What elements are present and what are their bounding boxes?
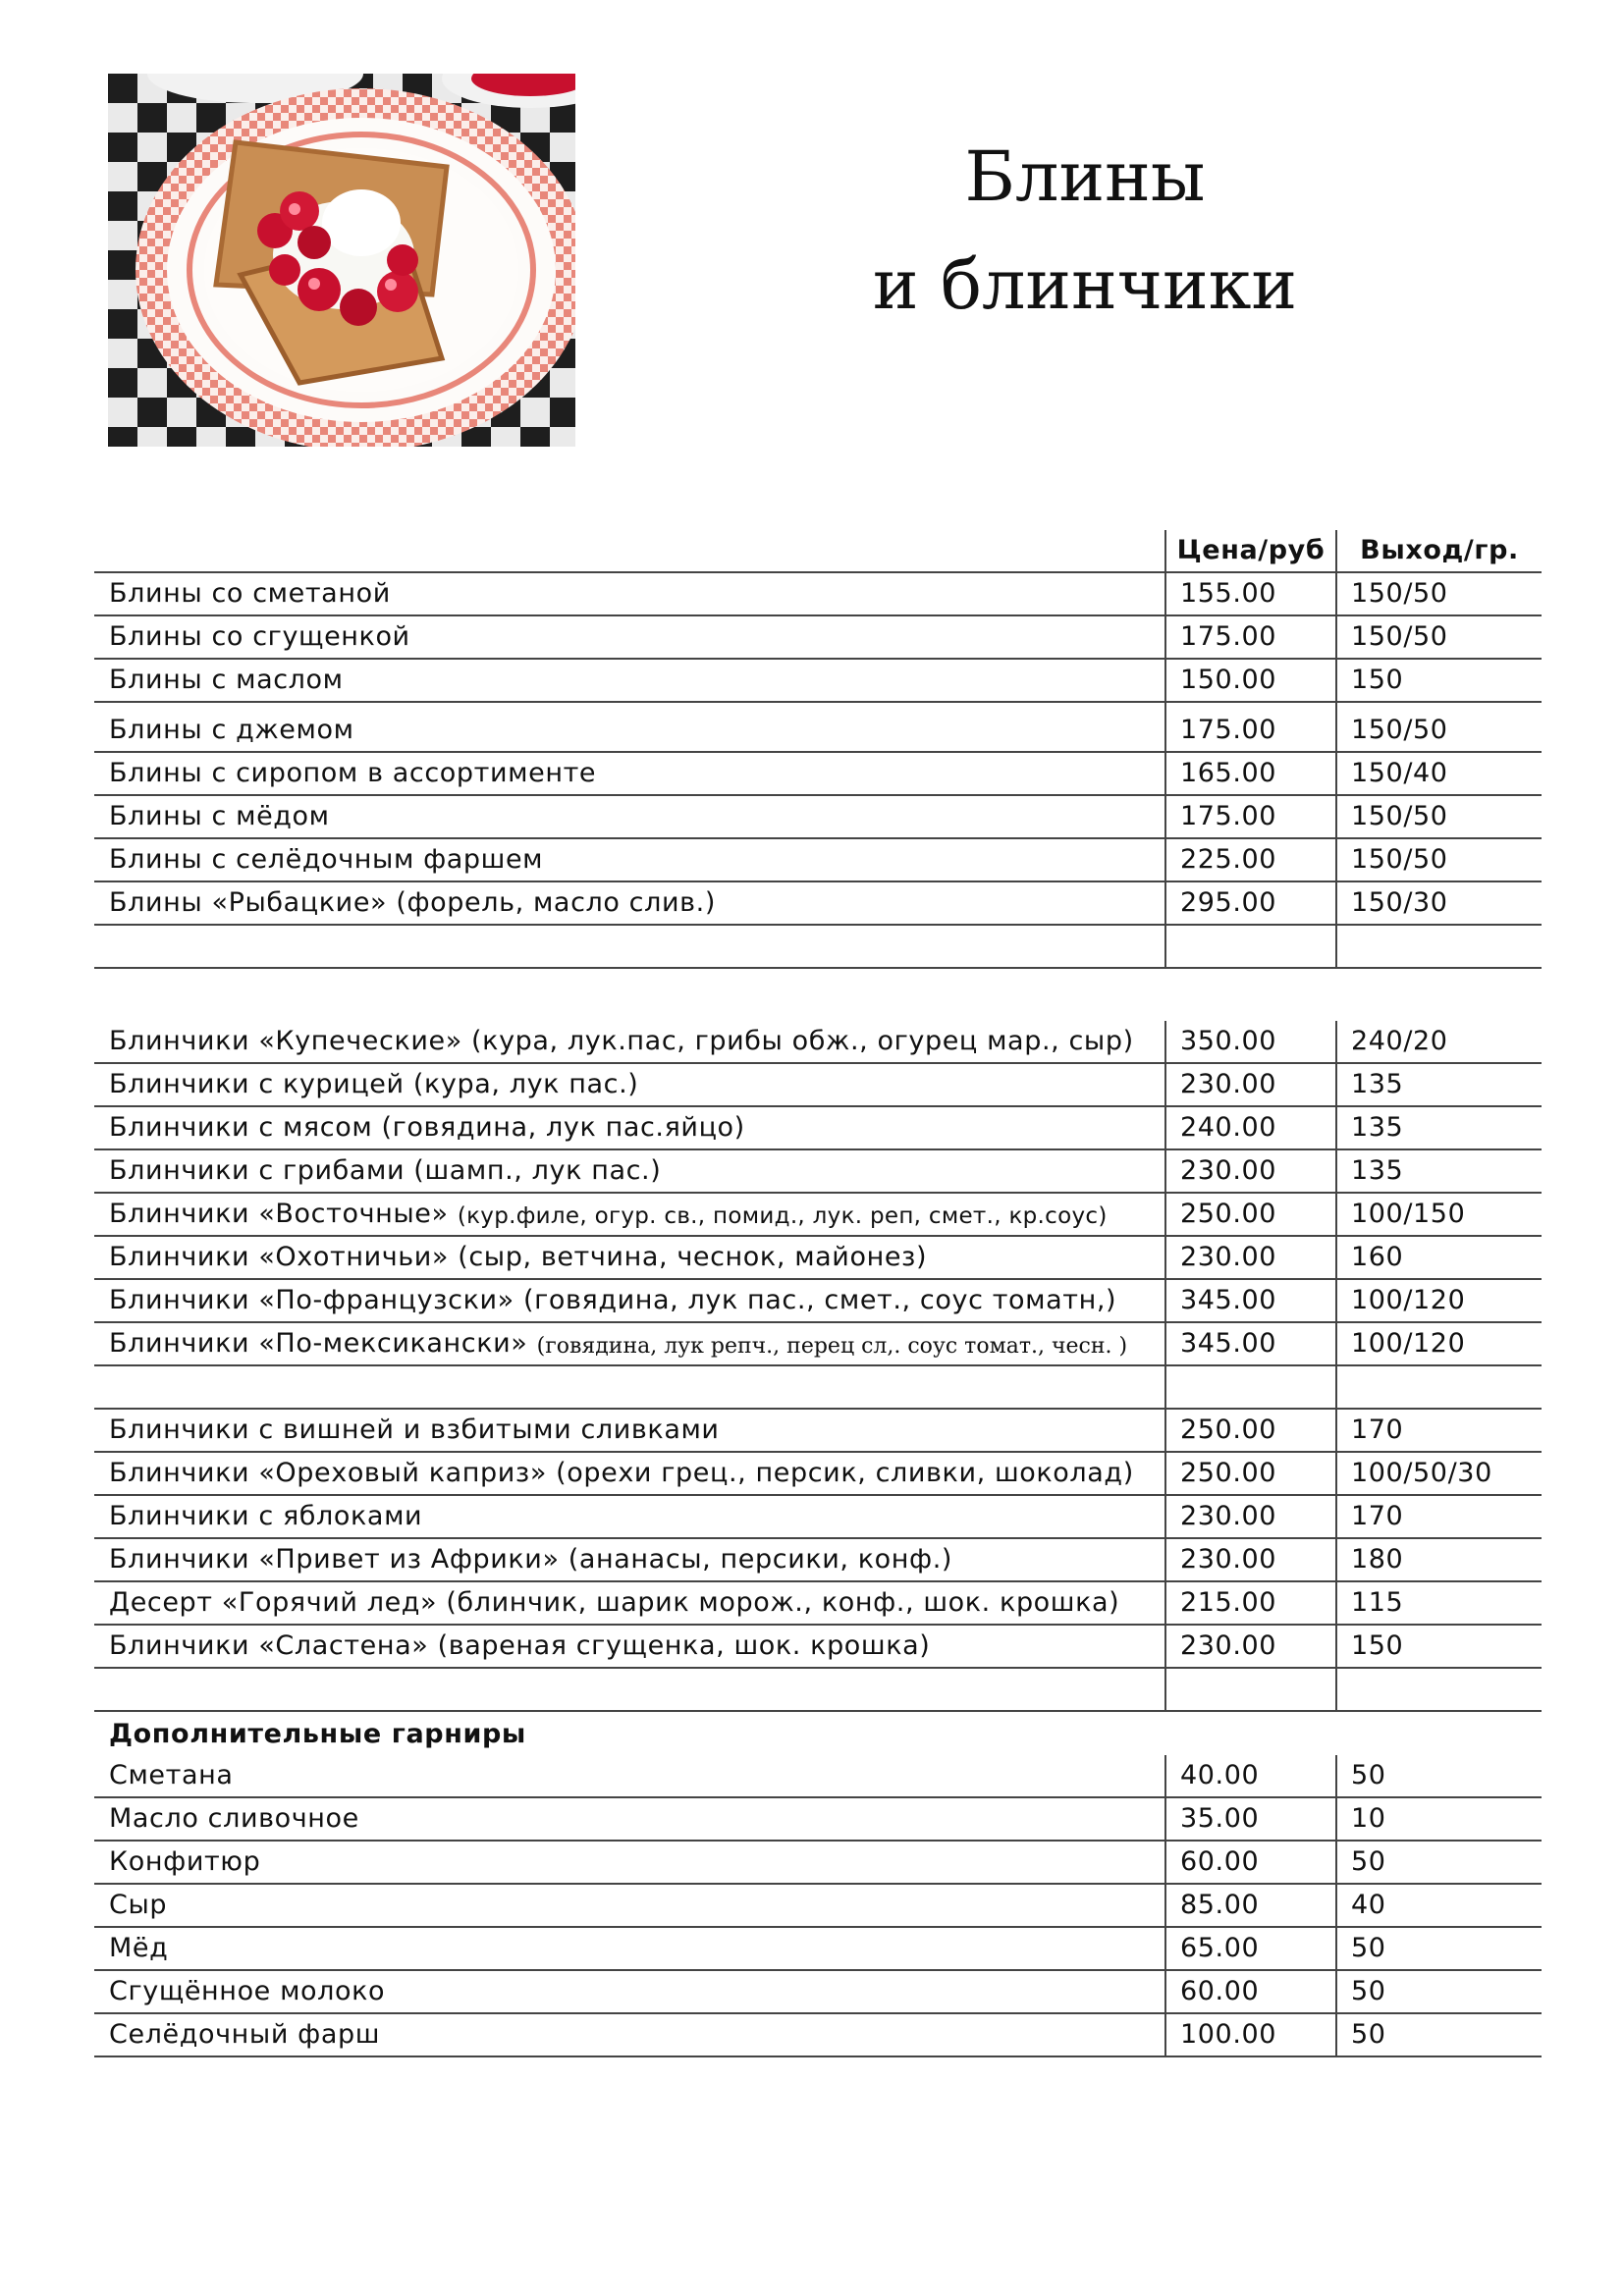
menu-row — [94, 1539, 1542, 1582]
item-weight: 150/50 — [1335, 703, 1542, 751]
empty-row — [94, 926, 1542, 969]
item-price: 155.00 — [1164, 573, 1335, 614]
item-weight: 150/40 — [1335, 753, 1542, 794]
menu-row — [94, 1194, 1542, 1237]
menu-row — [94, 703, 1542, 753]
item-price: 295.00 — [1164, 882, 1335, 924]
item-note: (кур.филе, огур. св., помид., лук. реп, смет., кр.соус) — [457, 1203, 1108, 1229]
item-name: Блинчики «Восточные» — [109, 1199, 449, 1229]
item-name: Блины «Рыбацкие» (форель, масло слив.) — [109, 887, 716, 918]
extras-title: Дополнительные гарниры — [109, 1719, 526, 1749]
item-weight: 50 — [1335, 1755, 1542, 1796]
item-weight: 40 — [1335, 1885, 1542, 1926]
empty-cell — [1164, 926, 1335, 967]
item-name: Блинчики с курицей (кура, лук пас.) — [109, 1069, 639, 1099]
item-price: 350.00 — [1164, 1021, 1335, 1062]
item-name: Блины с мёдом — [109, 801, 330, 831]
item-price: 100.00 — [1164, 2014, 1335, 2056]
title-line-1: Блины — [964, 136, 1206, 217]
item-weight: 170 — [1335, 1410, 1542, 1451]
item-price: 60.00 — [1164, 1842, 1335, 1883]
item-price: 230.00 — [1164, 1064, 1335, 1105]
item-name: Масло сливочное — [109, 1803, 359, 1834]
item-weight: 160 — [1335, 1237, 1542, 1278]
item-name: Блины с джемом — [109, 715, 354, 745]
item-name: Блинчики с мясом (говядина, лук пас.яйцо) — [109, 1112, 745, 1143]
item-price: 240.00 — [1164, 1107, 1335, 1148]
item-weight: 150/50 — [1335, 616, 1542, 658]
item-price: 175.00 — [1164, 703, 1335, 751]
empty-cell — [1335, 926, 1542, 967]
menu-row — [94, 1107, 1542, 1150]
item-name: Блины с селёдочным фаршем — [109, 844, 544, 875]
menu-row — [94, 1885, 1542, 1928]
item-weight: 170 — [1335, 1496, 1542, 1537]
dish-photo — [108, 74, 575, 447]
item-price: 230.00 — [1164, 1237, 1335, 1278]
menu-row — [94, 1150, 1542, 1194]
item-name-with-note — [109, 1323, 1160, 1364]
item-weight: 240/20 — [1335, 1021, 1542, 1062]
item-note: (говядина, лук репч., перец сл,. соус томат., чесн. ) — [536, 1334, 1128, 1359]
item-price: 65.00 — [1164, 1928, 1335, 1969]
menu-row — [94, 882, 1542, 926]
item-name-with-note — [109, 1194, 1160, 1235]
pancakes-illustration — [108, 74, 575, 447]
item-price: 230.00 — [1164, 1626, 1335, 1667]
item-weight: 50 — [1335, 2014, 1542, 2056]
item-name: Блины со сгущенкой — [109, 621, 410, 652]
menu-row — [94, 839, 1542, 882]
item-name: Блины со сметаной — [109, 578, 391, 609]
item-weight: 135 — [1335, 1064, 1542, 1105]
item-price: 40.00 — [1164, 1755, 1335, 1796]
item-weight: 150/50 — [1335, 796, 1542, 837]
item-price: 230.00 — [1164, 1496, 1335, 1537]
item-price: 250.00 — [1164, 1410, 1335, 1451]
item-price: 230.00 — [1164, 1150, 1335, 1192]
item-price: 250.00 — [1164, 1453, 1335, 1494]
item-price: 175.00 — [1164, 616, 1335, 658]
item-weight: 150 — [1335, 660, 1542, 701]
item-name: Селёдочный фарш — [109, 2019, 381, 2050]
item-price: 175.00 — [1164, 796, 1335, 837]
extras-heading-row — [94, 1712, 1542, 1755]
header-row — [94, 530, 1542, 573]
menu-row — [94, 1280, 1542, 1323]
item-weight: 150/50 — [1335, 573, 1542, 614]
item-weight: 100/120 — [1335, 1323, 1542, 1364]
item-name: Сгущённое молоко — [109, 1976, 386, 2006]
empty-row — [94, 1366, 1542, 1410]
item-price: 250.00 — [1164, 1194, 1335, 1235]
menu-row — [94, 1021, 1542, 1064]
menu-row — [94, 1842, 1542, 1885]
item-weight: 100/50/30 — [1335, 1453, 1542, 1494]
item-weight: 115 — [1335, 1582, 1542, 1624]
item-weight: 150/50 — [1335, 839, 1542, 881]
item-name: Блинчики «Ореховый каприз» (орехи грец., персик, сливки, шоколад) — [109, 1458, 1134, 1488]
item-weight: 100/150 — [1335, 1194, 1542, 1235]
menu-row — [94, 616, 1542, 660]
item-price: 345.00 — [1164, 1323, 1335, 1364]
section-pancakes — [94, 573, 1542, 969]
menu-row — [94, 2014, 1542, 2057]
menu-row — [94, 753, 1542, 796]
item-name: Блинчики «По-французски» (говядина, лук пас., смет., соус томатн,) — [109, 1285, 1117, 1315]
item-weight: 135 — [1335, 1107, 1542, 1148]
item-price: 230.00 — [1164, 1539, 1335, 1580]
item-name: Десерт «Горячий лед» (блинчик, шарик морож., конф., шок. крошка) — [109, 1587, 1120, 1618]
item-name: Конфитюр — [109, 1846, 261, 1877]
item-price: 165.00 — [1164, 753, 1335, 794]
item-weight: 50 — [1335, 1842, 1542, 1883]
item-weight: 100/120 — [1335, 1280, 1542, 1321]
menu-row — [94, 1496, 1542, 1539]
item-name: Блинчики с вишней и взбитыми сливками — [109, 1415, 720, 1445]
item-price: 150.00 — [1164, 660, 1335, 701]
empty-cell — [1335, 1366, 1542, 1408]
empty-cell — [1335, 1669, 1542, 1710]
menu-row — [94, 796, 1542, 839]
item-name: Мёд — [109, 1933, 169, 1963]
price-column-header: Цена/руб — [1164, 530, 1335, 571]
item-name: Сыр — [109, 1890, 168, 1920]
item-weight: 150/30 — [1335, 882, 1542, 924]
item-weight: 10 — [1335, 1798, 1542, 1840]
item-price: 345.00 — [1164, 1280, 1335, 1321]
item-name: Блинчики «Купеческие» (кура, лук.пас, грибы обж., огурец мар., сыр) — [109, 1026, 1134, 1056]
menu-header — [94, 530, 1542, 573]
menu-row — [94, 1971, 1542, 2014]
menu-row — [94, 1453, 1542, 1496]
empty-cell — [1164, 1669, 1335, 1710]
empty-row — [94, 1669, 1542, 1712]
menu-row — [94, 1323, 1542, 1366]
menu-row — [94, 1798, 1542, 1842]
menu-row — [94, 1582, 1542, 1626]
menu-row — [94, 1237, 1542, 1280]
menu-row — [94, 660, 1542, 703]
item-name: Блины с сиропом в ассортименте — [109, 758, 597, 788]
item-name: Блинчики «По-мексикански» — [109, 1328, 528, 1359]
item-weight: 135 — [1335, 1150, 1542, 1192]
menu-row — [94, 1626, 1542, 1669]
item-name: Сметана — [109, 1760, 234, 1790]
item-name: Блинчики с яблоками — [109, 1501, 423, 1531]
menu-row — [94, 1410, 1542, 1453]
empty-cell — [1164, 1366, 1335, 1408]
item-weight: 180 — [1335, 1539, 1542, 1580]
item-name: Блины с маслом — [109, 665, 344, 695]
item-price: 60.00 — [1164, 1971, 1335, 2012]
menu-row — [94, 1928, 1542, 1971]
menu-row — [94, 1755, 1542, 1798]
weight-column-header: Выход/гр. — [1335, 530, 1542, 571]
item-price: 225.00 — [1164, 839, 1335, 881]
item-name: Блинчики с грибами (шамп., лук пас.) — [109, 1155, 662, 1186]
page-title — [776, 123, 1394, 339]
item-weight: 50 — [1335, 1971, 1542, 2012]
menu-row — [94, 1064, 1542, 1107]
item-price: 85.00 — [1164, 1885, 1335, 1926]
menu-row — [94, 573, 1542, 616]
item-price: 35.00 — [1164, 1798, 1335, 1840]
item-name: Блинчики «Сластена» (вареная сгущенка, шок. крошка) — [109, 1630, 931, 1661]
section-filled-crepes — [94, 1021, 1542, 2057]
item-price: 215.00 — [1164, 1582, 1335, 1624]
item-weight: 150 — [1335, 1626, 1542, 1667]
item-weight: 50 — [1335, 1928, 1542, 1969]
item-name: Блинчики «Охотничьи» (сыр, ветчина, чеснок, майонез) — [109, 1242, 928, 1272]
title-line-2: и блинчики — [872, 244, 1298, 325]
item-name: Блинчики «Привет из Африки» (ананасы, персики, конф.) — [109, 1544, 953, 1575]
